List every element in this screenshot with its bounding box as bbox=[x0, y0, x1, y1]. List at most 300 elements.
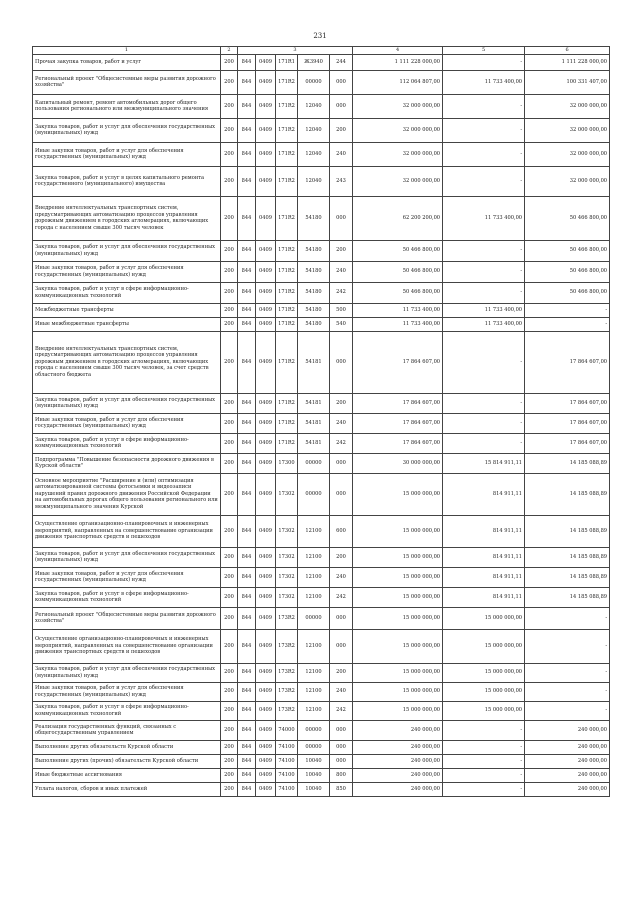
row-name: Иные закупки товаров, работ и услуг для обеспечения государственных (муниципальных) нужд bbox=[33, 413, 221, 433]
page-number: 231 bbox=[313, 32, 327, 40]
table-row bbox=[33, 94, 610, 118]
code-expense-type: 000 bbox=[330, 720, 353, 740]
amount-total: 15 000 000,00 bbox=[353, 682, 443, 701]
code-section: 0409 bbox=[256, 331, 276, 393]
code-section: 0409 bbox=[256, 393, 276, 413]
code-section: 0409 bbox=[256, 196, 276, 240]
code-section: 0409 bbox=[256, 166, 276, 196]
row-name: Осуществление организационно-планировочных и инженерных мероприятий, направленных на совершенствование организации движения транспортных средств и пешеходов bbox=[33, 515, 221, 547]
code-expense-type: 800 bbox=[330, 768, 353, 782]
row-name: Закупка товаров, работ и услуг для обеспечения государственных (муниципальных) нужд bbox=[33, 663, 221, 682]
code-glava: 200 bbox=[221, 473, 238, 515]
code-section: 0409 bbox=[256, 587, 276, 607]
amount-total: 15 000 000,00 bbox=[353, 473, 443, 515]
row-name: Закупка товаров, работ и услуг для обеспечения государственных (муниципальных) нужд bbox=[33, 240, 221, 261]
code-vedomstvo: 844 bbox=[238, 515, 256, 547]
column-header: 5 bbox=[443, 47, 525, 55]
row-name: Иные закупки товаров, работ и услуг для обеспечения государственных (муниципальных) нужд bbox=[33, 682, 221, 701]
code-section: 0409 bbox=[256, 54, 276, 70]
table-row bbox=[33, 567, 610, 587]
code-program: 171R2 bbox=[276, 118, 298, 142]
table-row bbox=[33, 118, 610, 142]
code-glava: 200 bbox=[221, 701, 238, 720]
code-vedomstvo: 844 bbox=[238, 166, 256, 196]
code-program: 171R2 bbox=[276, 240, 298, 261]
code-vedomstvo: 844 bbox=[238, 331, 256, 393]
code-section: 0409 bbox=[256, 261, 276, 282]
code-vedomstvo: 844 bbox=[238, 393, 256, 413]
code-program: 17302 bbox=[276, 547, 298, 567]
amount-total: 15 000 000,00 bbox=[353, 663, 443, 682]
code-target: 00000 bbox=[298, 473, 330, 515]
table-row bbox=[33, 547, 610, 567]
amount-regional: 50 466 800,00 bbox=[525, 196, 610, 240]
row-name: Региональный проект "Общесистемные меры развития дорожного хозяйства" bbox=[33, 607, 221, 629]
row-name: Подпрограмма "Повышение безопасности дорожного движения в Курской области" bbox=[33, 453, 221, 473]
code-target: Ж3940 bbox=[298, 54, 330, 70]
amount-regional: 14 185 088,89 bbox=[525, 547, 610, 567]
code-vedomstvo: 844 bbox=[238, 740, 256, 754]
amount-total: 240 000,00 bbox=[353, 720, 443, 740]
amount-total: 15 000 000,00 bbox=[353, 515, 443, 547]
amount-federal: 11 733 400,00 bbox=[443, 70, 525, 94]
code-section: 0409 bbox=[256, 547, 276, 567]
code-vedomstvo: 844 bbox=[238, 303, 256, 317]
code-target: 12100 bbox=[298, 587, 330, 607]
amount-federal: 814 911,11 bbox=[443, 473, 525, 515]
code-expense-type: 000 bbox=[330, 94, 353, 118]
code-glava: 200 bbox=[221, 663, 238, 682]
code-target: 12040 bbox=[298, 118, 330, 142]
amount-total: 240 000,00 bbox=[353, 754, 443, 768]
code-glava: 200 bbox=[221, 282, 238, 303]
table-row bbox=[33, 473, 610, 515]
code-vedomstvo: 844 bbox=[238, 768, 256, 782]
code-glava: 200 bbox=[221, 754, 238, 768]
table-row bbox=[33, 682, 610, 701]
code-program: 17300 bbox=[276, 453, 298, 473]
code-target: 54181 bbox=[298, 331, 330, 393]
table-row bbox=[33, 166, 610, 196]
code-glava: 200 bbox=[221, 587, 238, 607]
budget-table bbox=[32, 46, 610, 797]
row-name: Иные закупки товаров, работ и услуг для обеспечения государственных (муниципальных) нужд bbox=[33, 142, 221, 166]
row-name: Иные закупки товаров, работ и услуг для обеспечения государственных (муниципальных) нужд bbox=[33, 567, 221, 587]
row-name: Закупка товаров, работ и услуг для обеспечения государственных (муниципальных) нужд bbox=[33, 118, 221, 142]
code-glava: 200 bbox=[221, 433, 238, 453]
code-section: 0409 bbox=[256, 433, 276, 453]
code-vedomstvo: 844 bbox=[238, 629, 256, 663]
amount-federal: - bbox=[443, 768, 525, 782]
amount-federal: 11 733 400,00 bbox=[443, 317, 525, 331]
code-section: 0409 bbox=[256, 629, 276, 663]
code-target: 00000 bbox=[298, 607, 330, 629]
code-glava: 200 bbox=[221, 196, 238, 240]
row-name: Прочая закупка товаров, работ и услуг bbox=[33, 54, 221, 70]
code-target: 54180 bbox=[298, 303, 330, 317]
table-row bbox=[33, 142, 610, 166]
code-glava: 200 bbox=[221, 453, 238, 473]
row-name: Реализация государственных функций, связанных с общегосударственным управлением bbox=[33, 720, 221, 740]
code-vedomstvo: 844 bbox=[238, 682, 256, 701]
code-target: 12040 bbox=[298, 166, 330, 196]
code-section: 0409 bbox=[256, 118, 276, 142]
table-row bbox=[33, 768, 610, 782]
table-row bbox=[33, 261, 610, 282]
code-target: 12100 bbox=[298, 682, 330, 701]
code-program: 17302 bbox=[276, 587, 298, 607]
amount-regional: 14 185 088,89 bbox=[525, 567, 610, 587]
table-row bbox=[33, 453, 610, 473]
code-vedomstvo: 844 bbox=[238, 547, 256, 567]
amount-total: 50 466 800,00 bbox=[353, 282, 443, 303]
code-program: 74100 bbox=[276, 754, 298, 768]
code-glava: 200 bbox=[221, 782, 238, 796]
code-program: 171R2 bbox=[276, 70, 298, 94]
code-expense-type: 850 bbox=[330, 782, 353, 796]
column-header: 6 bbox=[525, 47, 610, 55]
table-row bbox=[33, 240, 610, 261]
amount-regional: 240 000,00 bbox=[525, 782, 610, 796]
row-name: Закупка товаров, работ и услуг в сфере информационно-коммуникационных технологий bbox=[33, 433, 221, 453]
code-glava: 200 bbox=[221, 303, 238, 317]
code-program: 173R2 bbox=[276, 701, 298, 720]
column-header: 4 bbox=[353, 47, 443, 55]
amount-regional: 14 185 088,89 bbox=[525, 453, 610, 473]
code-section: 0409 bbox=[256, 240, 276, 261]
amount-regional: 32 000 000,00 bbox=[525, 118, 610, 142]
table-row bbox=[33, 282, 610, 303]
code-vedomstvo: 844 bbox=[238, 142, 256, 166]
code-expense-type: 200 bbox=[330, 240, 353, 261]
code-vedomstvo: 844 bbox=[238, 473, 256, 515]
table-row bbox=[33, 587, 610, 607]
code-section: 0409 bbox=[256, 142, 276, 166]
code-target: 54181 bbox=[298, 393, 330, 413]
code-section: 0409 bbox=[256, 413, 276, 433]
amount-regional: 32 000 000,00 bbox=[525, 94, 610, 118]
code-glava: 200 bbox=[221, 567, 238, 587]
code-glava: 200 bbox=[221, 331, 238, 393]
amount-regional: - bbox=[525, 663, 610, 682]
code-section: 0409 bbox=[256, 768, 276, 782]
table-row bbox=[33, 720, 610, 740]
amount-federal: - bbox=[443, 782, 525, 796]
code-section: 0409 bbox=[256, 754, 276, 768]
code-program: 171R2 bbox=[276, 331, 298, 393]
code-program: 74100 bbox=[276, 782, 298, 796]
row-name: Закупка товаров, работ и услуг в целях капитального ремонта государственного (муниципального) имущества bbox=[33, 166, 221, 196]
code-expense-type: 242 bbox=[330, 587, 353, 607]
amount-total: 15 000 000,00 bbox=[353, 587, 443, 607]
code-vedomstvo: 844 bbox=[238, 261, 256, 282]
table-row bbox=[33, 663, 610, 682]
amount-total: 15 000 000,00 bbox=[353, 547, 443, 567]
code-expense-type: 242 bbox=[330, 433, 353, 453]
code-vedomstvo: 844 bbox=[238, 433, 256, 453]
code-vedomstvo: 844 bbox=[238, 453, 256, 473]
row-name: Закупка товаров, работ и услуг для обеспечения государственных (муниципальных) нужд bbox=[33, 393, 221, 413]
amount-total: 17 864 607,00 bbox=[353, 413, 443, 433]
code-program: 171R2 bbox=[276, 303, 298, 317]
row-name: Внедрение интеллектуальных транспортных систем, предусматривающих автоматизацию процессов управления дорожным движением в городских агломерациях, включающих города с населением свыше 300 тысяч человек, за счет средств областного бюджета bbox=[33, 331, 221, 393]
code-program: 171R2 bbox=[276, 142, 298, 166]
code-expense-type: 240 bbox=[330, 682, 353, 701]
row-name: Межбюджетные трансферты bbox=[33, 303, 221, 317]
code-target: 12100 bbox=[298, 629, 330, 663]
column-header-row bbox=[33, 47, 610, 55]
code-target: 54180 bbox=[298, 261, 330, 282]
code-glava: 200 bbox=[221, 682, 238, 701]
code-target: 54181 bbox=[298, 413, 330, 433]
table-row bbox=[33, 701, 610, 720]
row-name: Закупка товаров, работ и услуг в сфере информационно-коммуникационных технологий bbox=[33, 587, 221, 607]
amount-regional: - bbox=[525, 303, 610, 317]
code-expense-type: 000 bbox=[330, 473, 353, 515]
code-glava: 200 bbox=[221, 515, 238, 547]
code-expense-type: 242 bbox=[330, 282, 353, 303]
code-target: 12040 bbox=[298, 142, 330, 166]
amount-regional: 14 185 088,89 bbox=[525, 515, 610, 547]
amount-regional: - bbox=[525, 317, 610, 331]
amount-regional: - bbox=[525, 701, 610, 720]
table-row bbox=[33, 317, 610, 331]
code-program: 74100 bbox=[276, 740, 298, 754]
code-target: 54180 bbox=[298, 282, 330, 303]
code-program: 171R2 bbox=[276, 393, 298, 413]
code-glava: 200 bbox=[221, 413, 238, 433]
amount-total: 17 864 607,00 bbox=[353, 393, 443, 413]
code-glava: 200 bbox=[221, 720, 238, 740]
table-row bbox=[33, 54, 610, 70]
row-name: Выполнение других обязательств Курской области bbox=[33, 740, 221, 754]
amount-total: 1 111 228 000,00 bbox=[353, 54, 443, 70]
row-name: Региональный проект "Общесистемные меры развития дорожного хозяйства" bbox=[33, 70, 221, 94]
code-glava: 200 bbox=[221, 142, 238, 166]
code-expense-type: 000 bbox=[330, 740, 353, 754]
code-section: 0409 bbox=[256, 515, 276, 547]
code-expense-type: 000 bbox=[330, 629, 353, 663]
code-target: 12100 bbox=[298, 663, 330, 682]
table-row bbox=[33, 393, 610, 413]
amount-regional: 17 864 607,00 bbox=[525, 433, 610, 453]
amount-federal: - bbox=[443, 331, 525, 393]
code-expense-type: 243 bbox=[330, 166, 353, 196]
code-expense-type: 244 bbox=[330, 54, 353, 70]
code-expense-type: 240 bbox=[330, 261, 353, 282]
amount-total: 17 864 607,00 bbox=[353, 433, 443, 453]
amount-federal: 15 000 000,00 bbox=[443, 607, 525, 629]
amount-federal: 814 911,11 bbox=[443, 587, 525, 607]
code-vedomstvo: 844 bbox=[238, 317, 256, 331]
code-section: 0409 bbox=[256, 701, 276, 720]
table-row bbox=[33, 433, 610, 453]
code-target: 00000 bbox=[298, 70, 330, 94]
amount-regional: 17 864 607,00 bbox=[525, 393, 610, 413]
table-row bbox=[33, 413, 610, 433]
code-vedomstvo: 844 bbox=[238, 196, 256, 240]
amount-total: 15 000 000,00 bbox=[353, 701, 443, 720]
code-glava: 200 bbox=[221, 54, 238, 70]
amount-federal: 814 911,11 bbox=[443, 515, 525, 547]
code-section: 0409 bbox=[256, 567, 276, 587]
code-target: 00000 bbox=[298, 453, 330, 473]
code-glava: 200 bbox=[221, 547, 238, 567]
row-name: Закупка товаров, работ и услуг в сфере информационно-коммуникационных технологий bbox=[33, 701, 221, 720]
code-target: 12100 bbox=[298, 515, 330, 547]
code-program: 171R2 bbox=[276, 261, 298, 282]
amount-total: 240 000,00 bbox=[353, 768, 443, 782]
code-vedomstvo: 844 bbox=[238, 587, 256, 607]
amount-total: 15 000 000,00 bbox=[353, 567, 443, 587]
code-expense-type: 500 bbox=[330, 303, 353, 317]
amount-federal: - bbox=[443, 413, 525, 433]
code-glava: 200 bbox=[221, 166, 238, 196]
column-header: 3 bbox=[238, 47, 353, 55]
table-row bbox=[33, 70, 610, 94]
code-vedomstvo: 844 bbox=[238, 607, 256, 629]
code-expense-type: 000 bbox=[330, 607, 353, 629]
code-program: 173R2 bbox=[276, 682, 298, 701]
amount-federal: - bbox=[443, 240, 525, 261]
row-name: Иные бюджетные ассигнования bbox=[33, 768, 221, 782]
code-program: 171R2 bbox=[276, 166, 298, 196]
amount-regional: 14 185 088,89 bbox=[525, 587, 610, 607]
amount-total: 32 000 000,00 bbox=[353, 166, 443, 196]
amount-regional: 14 185 088,89 bbox=[525, 473, 610, 515]
amount-regional: 240 000,00 bbox=[525, 768, 610, 782]
code-section: 0409 bbox=[256, 70, 276, 94]
amount-federal: - bbox=[443, 261, 525, 282]
amount-federal: 11 733 400,00 bbox=[443, 196, 525, 240]
code-vedomstvo: 844 bbox=[238, 70, 256, 94]
code-section: 0409 bbox=[256, 473, 276, 515]
amount-federal: - bbox=[443, 393, 525, 413]
table-row bbox=[33, 196, 610, 240]
code-target: 12100 bbox=[298, 547, 330, 567]
code-target: 10040 bbox=[298, 768, 330, 782]
code-program: 171R2 bbox=[276, 433, 298, 453]
amount-federal: - bbox=[443, 54, 525, 70]
code-target: 54181 bbox=[298, 433, 330, 453]
code-program: 173R2 bbox=[276, 607, 298, 629]
code-vedomstvo: 844 bbox=[238, 54, 256, 70]
code-expense-type: 000 bbox=[330, 754, 353, 768]
amount-federal: - bbox=[443, 720, 525, 740]
table-row bbox=[33, 515, 610, 547]
code-program: 171R2 bbox=[276, 317, 298, 331]
amount-regional: 50 466 800,00 bbox=[525, 240, 610, 261]
amount-federal: - bbox=[443, 282, 525, 303]
amount-federal: 11 733 400,00 bbox=[443, 303, 525, 317]
code-expense-type: 240 bbox=[330, 142, 353, 166]
amount-total: 15 000 000,00 bbox=[353, 629, 443, 663]
amount-regional: 240 000,00 bbox=[525, 740, 610, 754]
code-target: 00000 bbox=[298, 740, 330, 754]
table-row bbox=[33, 607, 610, 629]
row-name: Уплата налогов, сборов и иных платежей bbox=[33, 782, 221, 796]
amount-regional: 32 000 000,00 bbox=[525, 166, 610, 196]
code-expense-type: 200 bbox=[330, 547, 353, 567]
row-name: Иные межбюджетные трансферты bbox=[33, 317, 221, 331]
code-vedomstvo: 844 bbox=[238, 782, 256, 796]
table-row bbox=[33, 331, 610, 393]
code-vedomstvo: 844 bbox=[238, 282, 256, 303]
code-glava: 200 bbox=[221, 94, 238, 118]
code-glava: 200 bbox=[221, 740, 238, 754]
amount-federal: 814 911,11 bbox=[443, 547, 525, 567]
amount-regional: - bbox=[525, 607, 610, 629]
code-expense-type: 000 bbox=[330, 331, 353, 393]
code-vedomstvo: 844 bbox=[238, 118, 256, 142]
amount-regional: 17 864 607,00 bbox=[525, 413, 610, 433]
code-program: 17302 bbox=[276, 515, 298, 547]
code-target: 54180 bbox=[298, 317, 330, 331]
amount-total: 62 200 200,00 bbox=[353, 196, 443, 240]
code-program: 74000 bbox=[276, 720, 298, 740]
code-program: 171R2 bbox=[276, 413, 298, 433]
table-row bbox=[33, 754, 610, 768]
code-expense-type: 000 bbox=[330, 196, 353, 240]
amount-total: 240 000,00 bbox=[353, 740, 443, 754]
row-name: Внедрение интеллектуальных транспортных систем, предусматривающих автоматизацию процессов управления дорожным движением в городских агломерациях, включающих города с населением свыше 300 тысяч человек bbox=[33, 196, 221, 240]
code-vedomstvo: 844 bbox=[238, 663, 256, 682]
amount-total: 32 000 000,00 bbox=[353, 94, 443, 118]
code-section: 0409 bbox=[256, 317, 276, 331]
amount-federal: - bbox=[443, 118, 525, 142]
amount-regional: 32 000 000,00 bbox=[525, 142, 610, 166]
code-vedomstvo: 844 bbox=[238, 701, 256, 720]
amount-federal: - bbox=[443, 740, 525, 754]
code-expense-type: 242 bbox=[330, 701, 353, 720]
amount-total: 15 000 000,00 bbox=[353, 607, 443, 629]
row-name: Выполнение других (прочих) обязательств Курской области bbox=[33, 754, 221, 768]
column-header: 2 bbox=[221, 47, 238, 55]
code-vedomstvo: 844 bbox=[238, 413, 256, 433]
code-program: 74100 bbox=[276, 768, 298, 782]
amount-total: 112 064 807,00 bbox=[353, 70, 443, 94]
code-target: 54180 bbox=[298, 240, 330, 261]
table-row bbox=[33, 629, 610, 663]
code-section: 0409 bbox=[256, 94, 276, 118]
code-glava: 200 bbox=[221, 607, 238, 629]
code-glava: 200 bbox=[221, 261, 238, 282]
code-vedomstvo: 844 bbox=[238, 94, 256, 118]
row-name: Осуществление организационно-планировочных и инженерных мероприятий, направленных на совершенствование организации движения транспортных средств и пешеходов bbox=[33, 629, 221, 663]
code-section: 0409 bbox=[256, 740, 276, 754]
code-target: 12040 bbox=[298, 94, 330, 118]
row-name: Закупка товаров, работ и услуг в сфере информационно-коммуникационных технологий bbox=[33, 282, 221, 303]
code-section: 0409 bbox=[256, 282, 276, 303]
code-expense-type: 240 bbox=[330, 413, 353, 433]
code-expense-type: 540 bbox=[330, 317, 353, 331]
amount-federal: - bbox=[443, 166, 525, 196]
code-program: 173R2 bbox=[276, 663, 298, 682]
code-program: 171R2 bbox=[276, 94, 298, 118]
row-name: Капитальный ремонт, ремонт автомобильных дорог общего пользования регионального или межмуниципального значения bbox=[33, 94, 221, 118]
column-header: 1 bbox=[33, 47, 221, 55]
amount-regional: 240 000,00 bbox=[525, 754, 610, 768]
code-section: 0409 bbox=[256, 720, 276, 740]
code-program: 17302 bbox=[276, 567, 298, 587]
code-vedomstvo: 844 bbox=[238, 240, 256, 261]
row-name: Закупка товаров, работ и услуг для обеспечения государственных (муниципальных) нужд bbox=[33, 547, 221, 567]
amount-federal: 15 814 911,11 bbox=[443, 453, 525, 473]
amount-regional: 50 466 800,00 bbox=[525, 261, 610, 282]
code-vedomstvo: 844 bbox=[238, 567, 256, 587]
amount-total: 240 000,00 bbox=[353, 782, 443, 796]
code-expense-type: 600 bbox=[330, 515, 353, 547]
